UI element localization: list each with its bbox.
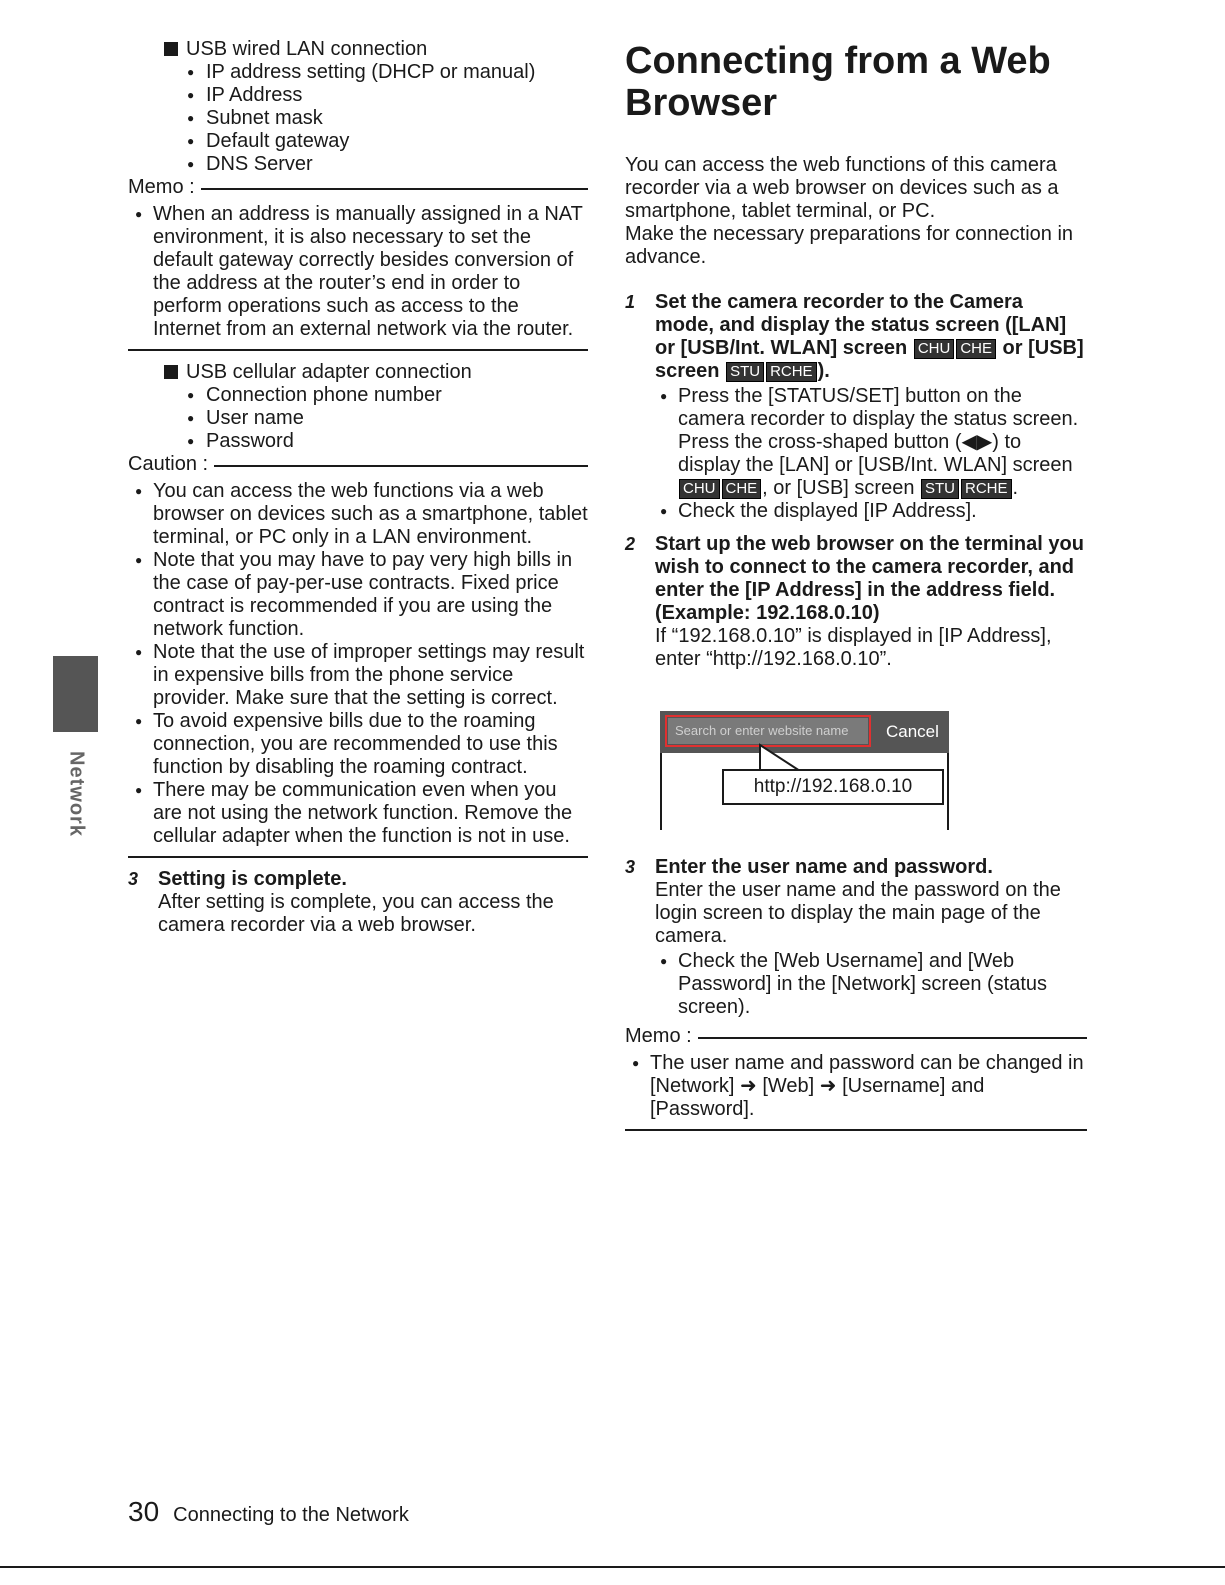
list-item: ● Note that you may have to pay very high bills in the case of pay-per-use contracts. Fixed price contract is recommended if you are using the network function. — [153, 549, 588, 641]
memo-title: Memo : — [625, 1025, 1087, 1048]
list-item: ● Check the [Web Username] and [Web Password] in the [Network] screen (status screen). — [678, 950, 1087, 1019]
list-item: ● Default gateway — [206, 130, 588, 153]
step-1-bullets — [655, 385, 1087, 523]
chapter-tab — [53, 656, 98, 732]
list-item: ● IP address setting (DHCP or manual) — [206, 61, 588, 84]
chu-badge: CHU — [914, 339, 955, 359]
usb-lan-list — [128, 61, 588, 176]
cancel-button[interactable]: Cancel — [886, 722, 939, 741]
list-item: ● DNS Server — [206, 153, 588, 176]
step-body: If “192.168.0.10” is displayed in [IP Address], enter “http://192.168.0.10”. — [655, 625, 1052, 670]
chapter-tab-label: Network — [65, 751, 88, 837]
intro-paragraph: You can access the web functions of this camera recorder via a web browser on devices such as a smartphone, tablet terminal, or PC. — [625, 154, 1059, 222]
step-body: Enter the user name and the password on the login screen to display the main page of the camera. — [655, 879, 1061, 947]
caution-title: Caution : — [128, 453, 588, 476]
step-number: 3 — [625, 857, 636, 877]
right-step-2 — [625, 533, 1087, 671]
chu-badge: CHU — [679, 479, 720, 499]
rche-badge: RCHE — [961, 479, 1012, 499]
list-item: ● Password — [206, 430, 588, 453]
list-item: ● User name — [206, 407, 588, 430]
list-item: ● You can access the web functions via a web browser on devices such as a smartphone, tablet terminal, or PC only in a LAN environment. — [153, 480, 588, 549]
footer-section: Connecting to the Network — [173, 1504, 409, 1526]
memo-divider — [625, 1129, 1087, 1131]
step-number: 2 — [625, 534, 636, 554]
intro — [625, 154, 1087, 269]
usb-lan-heading: USB wired LAN connection — [128, 38, 588, 61]
step-title: Setting is complete. — [158, 868, 347, 890]
che-badge: CHE — [722, 479, 762, 499]
list-item: ● When an address is manually assigned in a NAT environment, it is also necessary to set the default gateway correctly besides conversion of the address at the router’s end in order to perform operations such as access to the Internet from an external network via the router. — [153, 203, 588, 341]
bottom-divider — [0, 1566, 1225, 1568]
memo-list — [128, 203, 588, 341]
right-column — [625, 38, 1087, 1141]
step-body: After setting is complete, you can access the camera recorder via a web browser. — [158, 891, 554, 936]
list-item: ● Subnet mask — [206, 107, 588, 130]
step-title: Enter the user name and password. — [655, 856, 993, 878]
step-number: 3 — [128, 869, 139, 889]
step-3-bullets — [655, 950, 1087, 1019]
browser-illustration — [660, 711, 949, 830]
usb-cellular-heading: USB cellular adapter connection — [128, 361, 588, 384]
step-example: (Example: 192.168.0.10) — [655, 602, 880, 624]
list-item: ● There may be communication even when you are not using the network function. Remove the cellular adapter when the function is not in use. — [153, 779, 588, 848]
step-title: Set the camera recorder to the Camera mode, and display the status screen ([LAN] or [USB/Int. WLAN] screen CHU CHE or [USB] screen STU RCHE ). — [655, 291, 1084, 382]
url-callout: http://192.168.0.10 — [722, 769, 944, 805]
list-item: ● The user name and password can be changed in [Network] ➜ [Web] ➜ [Username] and [Password]. — [650, 1052, 1087, 1121]
page-footer — [128, 1496, 409, 1527]
memo-divider — [128, 349, 588, 351]
list-item: ● Check the displayed [IP Address]. — [678, 500, 1087, 523]
address-field[interactable]: Search or enter website name — [668, 718, 868, 744]
caution-divider — [128, 856, 588, 858]
rche-badge: RCHE — [766, 362, 817, 382]
left-column — [128, 38, 588, 937]
caution-list — [128, 480, 588, 848]
memo-title: Memo : — [128, 176, 588, 199]
memo-list — [625, 1052, 1087, 1121]
list-item: ● Connection phone number — [206, 384, 588, 407]
stu-badge: STU — [921, 479, 959, 499]
intro-paragraph: Make the necessary preparations for connection in advance. — [625, 223, 1074, 268]
list-item: ● To avoid expensive bills due to the roaming connection, you are recommended to use this function by disabling the roaming contract. — [153, 710, 588, 779]
step-title: Start up the web browser on the terminal you wish to connect to the camera recorder, and enter the [IP Address] in the address field. — [655, 533, 1084, 601]
list-item: ● IP Address — [206, 84, 588, 107]
che-badge: CHE — [956, 339, 996, 359]
page-title: Connecting from a Web Browser — [625, 40, 1051, 124]
step-number: 1 — [625, 292, 636, 312]
stu-badge: STU — [726, 362, 764, 382]
left-step-3 — [128, 868, 588, 937]
usb-cellular-list — [128, 384, 588, 453]
page-number: 30 — [128, 1496, 160, 1527]
list-item: ● Press the [STATUS/SET] button on the camera recorder to display the status screen. Press the cross-shaped button (◀▶) to display the [LAN] or [USB/Int. WLAN] screen CHU CHE , or [USB] screen STU RCHE . — [678, 385, 1087, 500]
list-item: ● Note that the use of improper settings may result in expensive bills from the phone service provider. Make sure that the setting is correct. — [153, 641, 588, 710]
right-step-1 — [625, 291, 1087, 523]
right-step-3 — [625, 856, 1087, 1019]
